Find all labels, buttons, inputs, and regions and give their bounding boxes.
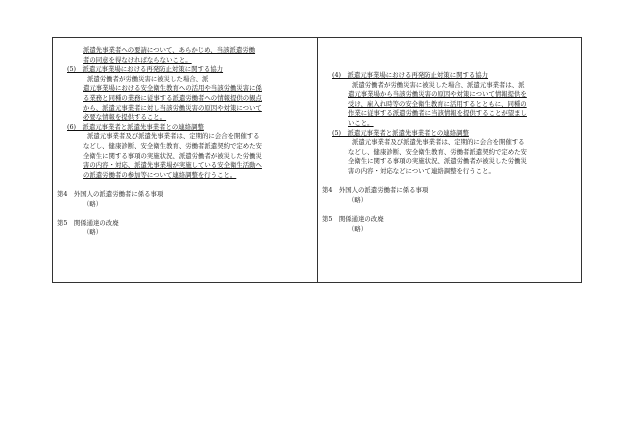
- right-item5-line-3: 全衛生に関する事項の実施状況、派遣労働者が被災した労働災: [348, 157, 527, 166]
- left-item6-line-1: 派遣元事業者及び派遣先事業者は、定期的に会合を開催する: [87, 132, 260, 141]
- right-column: [322, 71, 578, 234]
- left-section5-title: 第5 関係通達の改廃: [57, 218, 119, 227]
- right-item4-heading: (4) 派遣元事業場における再発防止対策に関する協力: [332, 71, 489, 79]
- column-divider: [317, 38, 318, 282]
- left-item6-heading: (6) 派遣元事業者と派遣先事業者との連絡調整: [67, 122, 204, 131]
- right-section5-body: （略）: [348, 224, 368, 233]
- left-item6-line-2: などし、健康診断、安全衛生教育、労働者派遣契約で定めた安: [83, 141, 262, 150]
- left-item5-line-2: 遣元事業場における安全衛生教育への活用や当該労働災害に係: [83, 84, 262, 93]
- left-section4-title: 第4 外国人の派遣労働者に係る事項: [57, 189, 164, 198]
- right-item5-line-1: 派遣元事業者及び派遣先事業者は、定期的に会合を開催する: [352, 138, 525, 147]
- right-item5-line-2: などし、健康診断、安全衛生教育、労働者派遣契約で定めた安: [348, 147, 527, 156]
- right-item4-line-1: 派遣労働者が労働災害に被災した場合、派遣元事業者は、派: [352, 80, 525, 89]
- left-intro-line-2: 者の同意を得なければならないこと。: [83, 55, 192, 64]
- left-item5-heading: (5) 派遣元事業場における再発防止対策に関する協力: [67, 65, 224, 74]
- right-item4-line-4: 作業に従事する派遣労働者に当該情報を提供することが望まし: [348, 109, 527, 118]
- left-item5-line-1: 派遣労働者が労働災害に被災した場合、派: [87, 74, 209, 83]
- left-item5-line-5: 必要な情報を提供すること。: [83, 113, 167, 122]
- right-section4-body: （略）: [348, 195, 368, 204]
- right-section4-title: 第4 外国人の派遣労働者に係る事項: [322, 186, 429, 195]
- right-section5-title: 第5 関係通達の改廃: [322, 214, 384, 223]
- right-item5-line-4: 害の内容・対応などについて連絡調整を行うこと。: [348, 166, 495, 175]
- comparison-table: [52, 37, 582, 283]
- left-column: [57, 46, 313, 238]
- right-item4-line-5: いこと。: [348, 118, 374, 127]
- left-section5-body: （略）: [83, 228, 103, 237]
- left-item6-line-3: 全衛生に関する事項の実施状況、派遣労働者が被災した労働災: [83, 151, 262, 160]
- left-item6-line-5: の派遣労働者の参加等について連絡調整を行うこと。: [83, 170, 237, 179]
- left-intro-line-1: 派遣先事業者への要請について、あらかじめ、当該派遣労働: [83, 46, 256, 54]
- left-section4-body: （略）: [83, 199, 103, 208]
- left-item6-line-4: 害の内容・対応、派遣先事業場が実施している安全衛生活動へ: [83, 161, 262, 170]
- left-item5-line-3: る業務と同種の業務に従事する派遣労働者への情報提供の観点: [83, 93, 262, 102]
- right-item4-line-3: 受け、雇入れ時等の安全衛生教育に活用するとともに、同種の: [348, 99, 527, 108]
- left-item5-line-4: から、派遣元事業者に対し当該労働災害の原因や対策について: [83, 103, 262, 112]
- right-item5-heading: (5) 派遣元事業者と派遣先事業者との連絡調整: [332, 128, 469, 137]
- right-item4-line-2: 遣元事業場から当該労働災害の原因や対策について情報提供を: [348, 90, 527, 99]
